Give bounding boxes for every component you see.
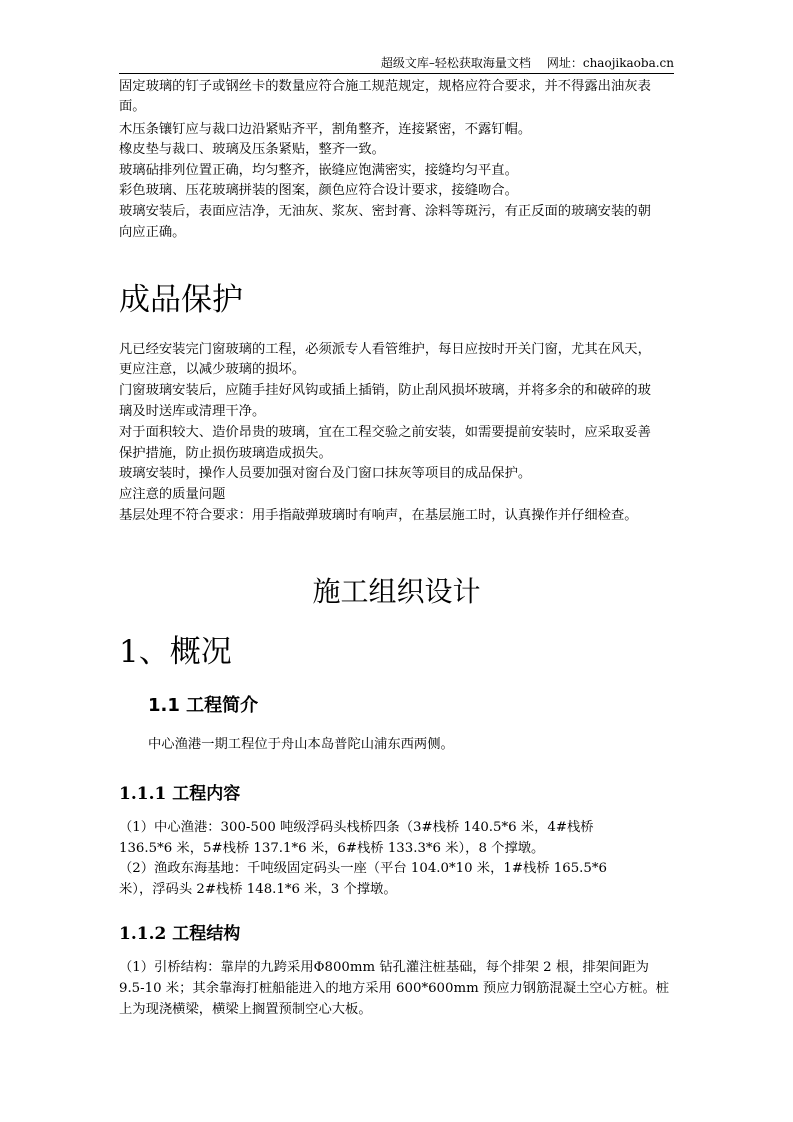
text-line: 璃及时送库或清理干净。	[119, 404, 266, 419]
text-line: 彩色玻璃、压花玻璃拼装的图案，颜色应符合设计要求，接缝吻合。	[119, 183, 518, 198]
text-line: 向应正确。	[119, 225, 186, 240]
text-line: 上为现浇横梁，横梁上搁置预制空心大板。	[119, 1002, 372, 1017]
text-line: 固定玻璃的钉子或钢丝卡的数量应符合施工规范规定，规格应符合要求，并不得露出油灰表	[119, 79, 651, 94]
text-line: 9.5-10 米；其余靠海打桩船能进入的地方采用 600*600mm 预应力钢筋混凝土空心方桩。桩	[119, 981, 670, 996]
text-line: （1）中心渔港：300-500 吨级浮码头栈桥四条（3#栈桥 140.5*6 米，4#栈桥	[119, 820, 594, 835]
heading-1-1-2: 1.1.2 工程结构	[119, 924, 241, 944]
text-line: 橡皮垫与裁口、玻璃及压条紧贴，整齐一致。	[119, 142, 385, 157]
text-line: 136.5*6 米，5#栈桥 137.1*6 米，6#栈桥 133.3*6 米），8 个撑墩。	[119, 841, 545, 856]
heading-protection: 成品保护	[119, 282, 243, 318]
text-line: 米），浮码头 2#栈桥 148.1*6 米，3 个撑墩。	[119, 882, 397, 897]
text-line: （2）渔政东海基地：千吨级固定码头一座（平台 104.0*10 米，1#栈桥 165.5*6	[119, 861, 607, 876]
text-line: 基层处理不符合要求：用手指敲弹玻璃时有响声，在基层施工时，认真操作并仔细检查。	[119, 508, 638, 523]
text-line: 更应注意，以减少玻璃的损坏。	[119, 362, 306, 377]
heading-1-1: 1.1 工程简介	[148, 695, 259, 716]
text-line: 应注意的质量问题	[119, 487, 226, 502]
text-line: 面。	[119, 99, 146, 114]
text-line: 玻璃安装时，操作人员要加强对窗台及门窗口抹灰等项目的成品保护。	[119, 466, 532, 481]
text-line: 对于面积较大、造价昂贵的玻璃，宜在工程交验之前安装，如需要提前安装时，应采取妥善	[119, 425, 651, 440]
heading-1-1-1: 1.1.1 工程内容	[119, 784, 241, 804]
page-header	[381, 54, 674, 71]
text-line: 玻璃砧排列位置正确，均匀整齐，嵌缝应饱满密实，接缝均匀平直。	[119, 163, 518, 178]
text-line: 门窗玻璃安装后，应随手挂好风钩或插上插销，防止刮风损坏玻璃，并将多余的和破碎的玻	[119, 383, 651, 398]
heading-overview: 1、概况	[119, 634, 232, 670]
intro-text: 中心渔港一期工程位于舟山本岛普陀山浦东西两侧。	[148, 737, 454, 752]
text-line: 凡已经安装完门窗玻璃的工程，必须派专人看管维护，每日应按时开关门窗，尤其在风天，	[119, 342, 651, 357]
header-rule	[119, 73, 674, 74]
header-url: 网址：chaojikaoba.cn	[546, 56, 674, 70]
text-line: （1）引桥结构：靠岸的九跨采用Φ800mm 钻孔灌注桩基础，每个排架 2 根，排架间距为	[119, 960, 649, 975]
text-line: 木压条镶钉应与裁口边沿紧贴齐平，割角整齐，连接紧密，不露钉帽。	[119, 122, 532, 137]
text-line: 保护措施，防止损伤玻璃造成损失。	[119, 446, 332, 461]
header-site: 超级文库–轻松获取海量文档	[380, 56, 531, 70]
document-title: 施工组织设计	[312, 575, 481, 608]
text-line: 玻璃安装后，表面应洁净，无油灰、浆灰、密封膏、涂料等斑污，有正反面的玻璃安装的朝	[119, 204, 651, 219]
